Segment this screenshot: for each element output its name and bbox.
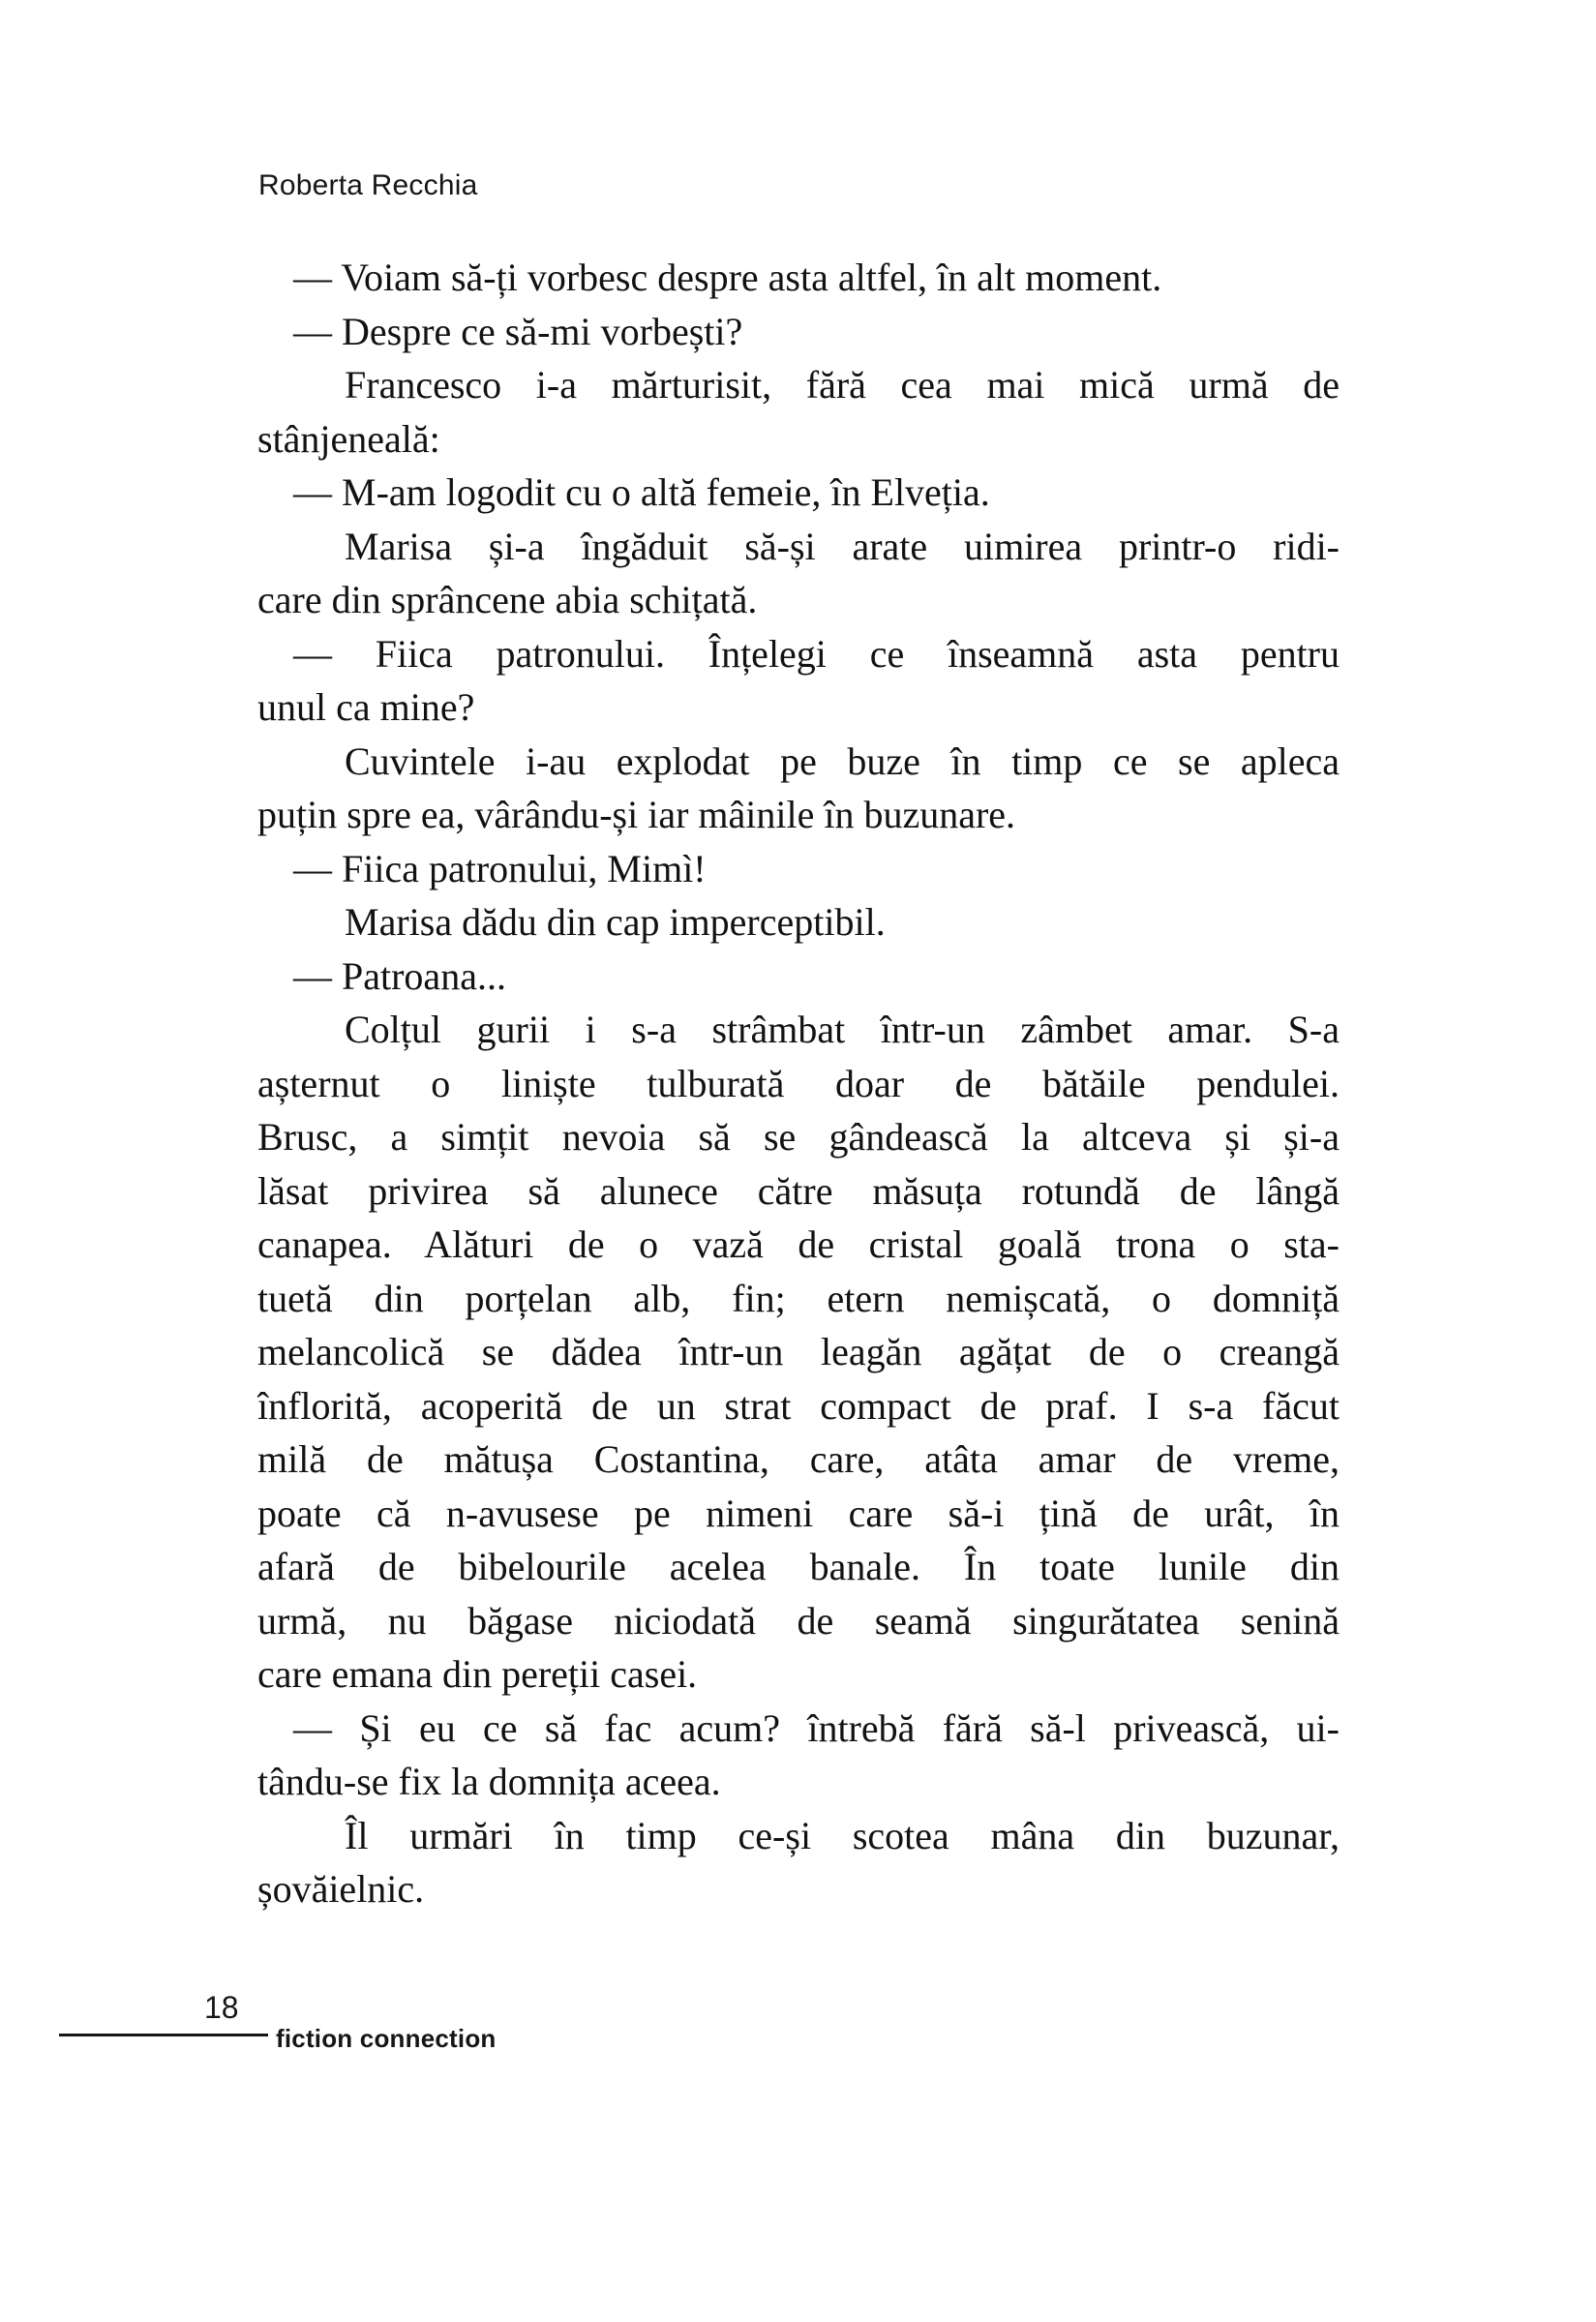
text-line: — Și eu ce să fac acum? întrebă fără să-l privească, ui- <box>293 1705 1340 1750</box>
page-number: 18 <box>204 1990 239 2025</box>
text-line: Brusc, a simțit nevoia să se gândească la altceva și și-a <box>257 1115 1340 1159</box>
text-line: — Patroana... <box>293 953 506 998</box>
text-line: milă de mătușa Costantina, care, atâta amar de vreme, <box>257 1437 1340 1481</box>
text-line: unul ca mine? <box>257 685 475 729</box>
text-line: afară de bibelourile acelea banale. În toate lunile din <box>257 1545 1340 1588</box>
text-line: poate că n-avusese pe nimeni care să-i țină de urât, în <box>257 1491 1340 1535</box>
text-line: puțin spre ea, vârându-și iar mâinile în buzunare. <box>257 793 1016 836</box>
text-line: canapea. Alături de o vază de cristal goală trona o sta- <box>257 1222 1340 1266</box>
text-line: Marisa dădu din cap imperceptibil. <box>345 900 886 944</box>
text-line: așternut o liniște tulburată doar de bătăile pendulei. <box>257 1061 1340 1105</box>
text-line: — Voiam să-ți vorbesc despre asta altfel, în alt moment. <box>293 256 1162 299</box>
text-line: șovăielnic. <box>257 1867 425 1911</box>
text-line: melancolică se dădea într-un leagăn agățat de o creangă <box>257 1330 1340 1373</box>
footer-rule <box>59 2034 268 2036</box>
text-line: Francesco i-a mărturisit, fără cea mai mică urmă de <box>345 363 1340 407</box>
text-line: — M-am logodit cu o altă femeie, în Elveția. <box>293 470 990 514</box>
text-line: tuetă din porțelan alb, fin; etern nemișcată, o domniță <box>257 1276 1340 1320</box>
text-line: — Despre ce să-mi vorbești? <box>293 309 743 353</box>
body-text <box>257 251 1340 1916</box>
running-header-author: Roberta Recchia <box>258 169 478 201</box>
text-line: — Fiica patronului, Mimì! <box>293 846 707 890</box>
text-line: Marisa și-a îngăduit să-și arate uimirea printr-o ridi- <box>345 524 1340 568</box>
text-line: înflorită, acoperită de un strat compact de praf. I s-a făcut <box>257 1383 1340 1428</box>
text-line: stânjeneală: <box>257 416 440 461</box>
text-line: Îl urmări în timp ce-și scotea mâna din buzunar, <box>345 1813 1340 1857</box>
text-line: tându-se fix la domnița aceea. <box>257 1760 721 1803</box>
imprint-label: fiction connection <box>276 2024 497 2053</box>
text-line: urmă, nu băgase niciodată de seamă singurătatea senină <box>257 1598 1340 1643</box>
text-line: Colțul gurii i s-a strâmbat într-un zâmbet amar. S-a <box>345 1008 1340 1051</box>
text-line: Cuvintele i-au explodat pe buze în timp ce se apleca <box>345 739 1340 783</box>
text-line: care emana din pereții casei. <box>257 1652 698 1696</box>
text-line: care din sprâncene abia schițată. <box>257 578 758 621</box>
text-line: lăsat privirea să alunece către măsuța rotundă de lângă <box>257 1168 1340 1213</box>
text-line: — Fiica patronului. Înțelegi ce înseamnă asta pentru <box>293 631 1340 676</box>
